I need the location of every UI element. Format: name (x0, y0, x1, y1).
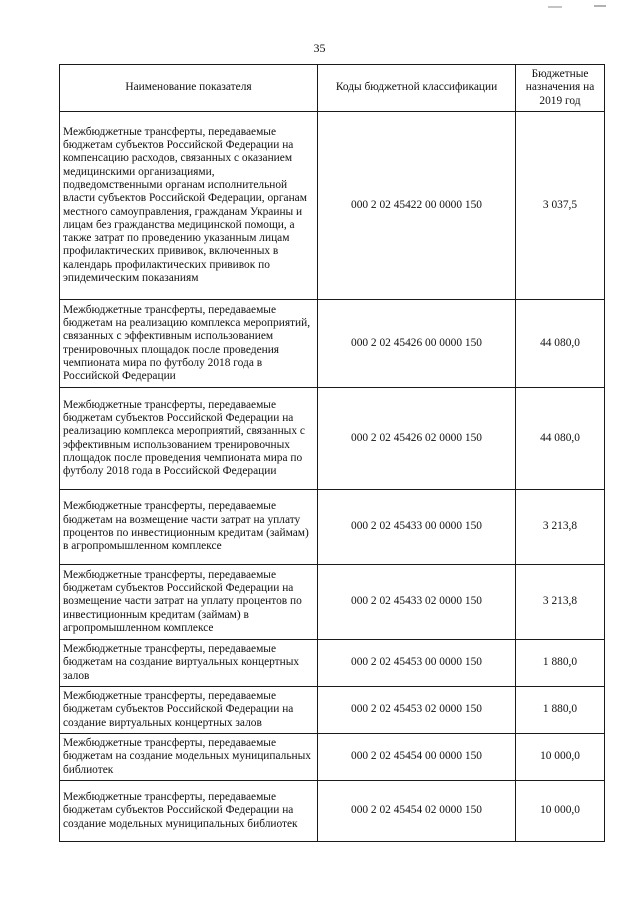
table-row (60, 734, 605, 781)
indicator-name-cell: Межбюджетные трансферты, передаваемые бюджетам на создание виртуальных концертных залов (60, 640, 318, 687)
table-header-row (60, 65, 605, 112)
budget-table (59, 64, 605, 842)
classification-code-cell: 000 2 02 45426 00 0000 150 (318, 300, 516, 388)
amount-cell: 1 880,0 (516, 687, 605, 734)
table-row (60, 300, 605, 388)
header-budget-appropriation-2019: Бюджетные назначения на 2019 год (516, 65, 605, 112)
classification-code-cell: 000 2 02 45454 02 0000 150 (318, 781, 516, 842)
indicator-name-cell: Межбюджетные трансферты, передаваемые бюджетам на создание модельных муниципальных библиотек (60, 734, 318, 781)
amount-cell: 44 080,0 (516, 300, 605, 388)
indicator-name-cell: Межбюджетные трансферты, передаваемые бюджетам на реализацию комплекса мероприятий, связанных с эффективным использованием тренировочных площадок после проведения чемпионата мира по футболу 2018 года в Российской Федерации (60, 300, 318, 388)
table-row (60, 781, 605, 842)
header-indicator-name: Наименование показателя (60, 65, 318, 112)
table-row (60, 112, 605, 300)
table-row (60, 490, 605, 565)
scan-artifact-mark (548, 4, 608, 10)
table-row (60, 565, 605, 640)
classification-code-cell: 000 2 02 45426 02 0000 150 (318, 388, 516, 490)
amount-cell: 3 213,8 (516, 490, 605, 565)
table-row (60, 388, 605, 490)
indicator-name-cell: Межбюджетные трансферты, передаваемые бюджетам субъектов Российской Федерации на компенсацию расходов, связанных с оказанием медицинскими организациями, подведомственными органам исполнительной власти субъектов Российской Федерации, органам местного самоуправления, гражданам Украины и лицам без гражданства медицинской помощи, а также затрат по проведению указанным лицам профилактических прививок, включенных в календарь профилактических прививок по эпидемическим показаниям (60, 112, 318, 300)
indicator-name-cell: Межбюджетные трансферты, передаваемые бюджетам субъектов Российской Федерации на возмещение части затрат на уплату процентов по инвестиционным кредитам (займам) в агропромышленном комплексе (60, 565, 318, 640)
classification-code-cell: 000 2 02 45453 02 0000 150 (318, 687, 516, 734)
indicator-name-cell: Межбюджетные трансферты, передаваемые бюджетам субъектов Российской Федерации на реализацию комплекса мероприятий, связанных с эффективным использованием тренировочных площадок после проведения чемпионата мира по футболу 2018 года в Российской Федерации (60, 388, 318, 490)
amount-cell: 3 213,8 (516, 565, 605, 640)
classification-code-cell: 000 2 02 45422 00 0000 150 (318, 112, 516, 300)
amount-cell: 44 080,0 (516, 388, 605, 490)
indicator-name-cell: Межбюджетные трансферты, передаваемые бюджетам на возмещение части затрат на уплату процентов по инвестиционным кредитам (займам) в агропромышленном комплексе (60, 490, 318, 565)
indicator-name-cell: Межбюджетные трансферты, передаваемые бюджетам субъектов Российской Федерации на создание виртуальных концертных залов (60, 687, 318, 734)
page-number: 35 (313, 41, 326, 55)
amount-cell: 3 037,5 (516, 112, 605, 300)
classification-code-cell: 000 2 02 45453 00 0000 150 (318, 640, 516, 687)
indicator-name-cell: Межбюджетные трансферты, передаваемые бюджетам субъектов Российской Федерации на создание модельных муниципальных библиотек (60, 781, 318, 842)
table-row (60, 640, 605, 687)
classification-code-cell: 000 2 02 45433 00 0000 150 (318, 490, 516, 565)
table-row (60, 687, 605, 734)
amount-cell: 10 000,0 (516, 781, 605, 842)
header-budget-classification-code: Коды бюджетной классификации (318, 65, 516, 112)
amount-cell: 1 880,0 (516, 640, 605, 687)
classification-code-cell: 000 2 02 45454 00 0000 150 (318, 734, 516, 781)
classification-code-cell: 000 2 02 45433 02 0000 150 (318, 565, 516, 640)
amount-cell: 10 000,0 (516, 734, 605, 781)
